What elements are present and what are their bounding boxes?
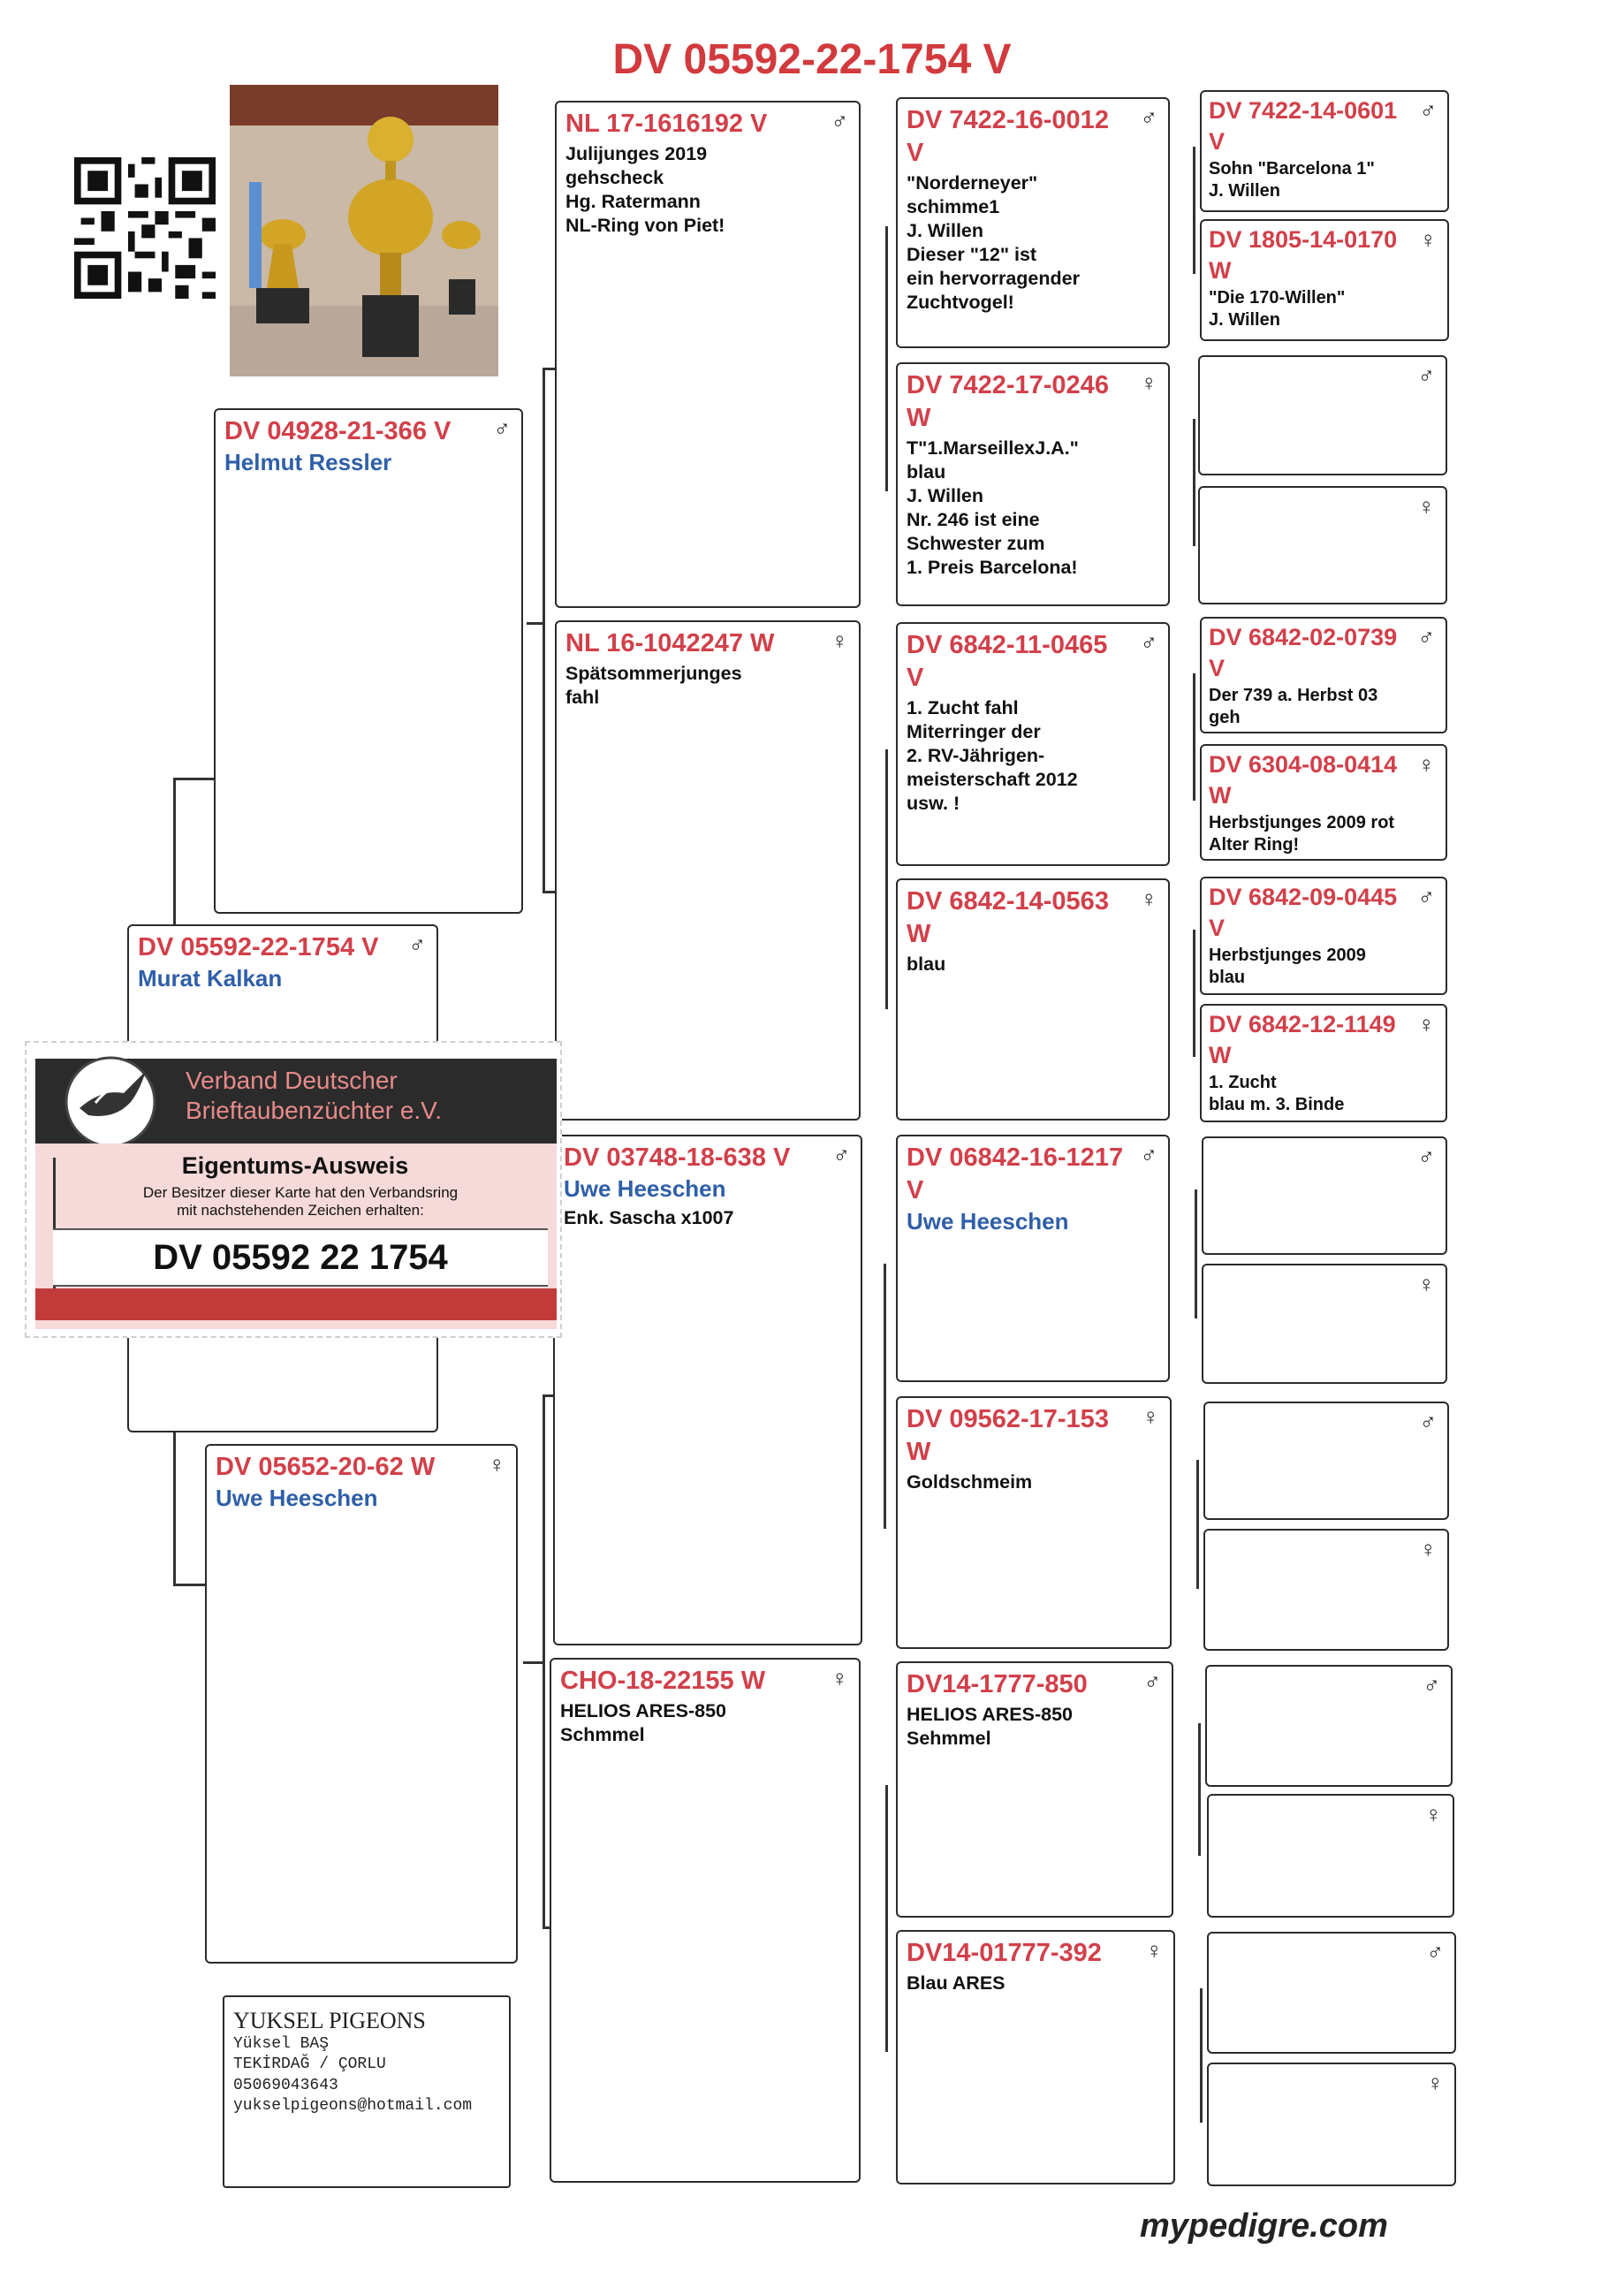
ring-number: NL 16-1042247 W (565, 629, 775, 657)
male-icon: ♂ (1423, 1672, 1440, 1698)
card-org-line1: Verband Deutscher (186, 1067, 398, 1094)
gg-grandparent-box[interactable] (1200, 219, 1449, 341)
ring-number: DV 7422-16-0012 V (907, 106, 1109, 168)
card-organization (186, 1066, 442, 1125)
male-icon: ♂ (1140, 104, 1157, 131)
ring-number: DV14-1777-850 (907, 1670, 1088, 1698)
ring-number: DV 6842-11-0465 V (907, 631, 1108, 693)
ring-number: DV 6842-14-0563 W (907, 887, 1109, 949)
gg-grandparent-box[interactable] (1207, 2063, 1456, 2186)
description: Sohn "Barcelona 1" J. Willen (1209, 159, 1375, 201)
breeder-city: TEKİRDAĞ / ÇORLU (233, 2055, 386, 2074)
male-icon: ♂ (1419, 97, 1437, 124)
breeder-person: Yüksel BAŞ (233, 2035, 330, 2053)
female-icon: ♀ (1142, 1403, 1159, 1430)
card-sub2: mit nachstehenden Zeichen erhalten: (177, 1201, 424, 1219)
ring-number: DV 6304-08-0414 W (1209, 751, 1398, 809)
grandparent-box[interactable] (550, 1658, 861, 2183)
gg-grandparent-box[interactable] (1202, 1136, 1447, 1255)
description: HELIOS ARES-850 Schmmel (560, 1700, 726, 1745)
description: Enk. Sascha x1007 (564, 1206, 734, 1228)
male-icon: ♂ (1419, 1409, 1437, 1435)
gg-grandparent-box[interactable] (1203, 1529, 1449, 1651)
subject-owner: Murat Kalkan (138, 965, 283, 992)
breeder-name: YUKSEL PIGEONS (233, 2008, 426, 2033)
ring-number: DV 6842-02-0739 V (1209, 624, 1398, 681)
great-grandparent-box[interactable] (896, 1396, 1172, 1649)
female-icon: ♀ (831, 1665, 848, 1691)
card-sub1: Der Besitzer dieser Karte hat den Verbandsring (142, 1184, 459, 1201)
sire-box[interactable] (214, 408, 523, 914)
gg-grandparent-box[interactable] (1198, 486, 1447, 604)
ring-number: DV 6842-09-0445 V (1209, 884, 1398, 941)
gg-grandparent-box[interactable] (1198, 355, 1447, 475)
male-icon: ♂ (1143, 1668, 1161, 1695)
page-title: DV 05592-22-1754 V (612, 36, 1012, 83)
male-icon: ♂ (1140, 1142, 1157, 1168)
great-grandparent-box[interactable] (896, 1135, 1170, 1382)
subject-ring: DV 05592-22-1754 V (138, 933, 379, 961)
great-grandparent-box[interactable] (896, 1930, 1175, 2184)
great-grandparent-box[interactable] (896, 1661, 1173, 1918)
description: "Norderneyer" schimme1 J. Willen Dieser "12" ist ein hervorragender Zuchtvogel! (907, 172, 1080, 313)
gg-grandparent-box[interactable] (1207, 1794, 1454, 1918)
card-org-line2: Brieftaubenzüchter e.V. (186, 1096, 443, 1124)
breeder-stamp (223, 1995, 511, 2188)
ring-number: DV 06842-16-1217 V (907, 1144, 1124, 1205)
ring-number: DV 6842-12-1149 W (1209, 1011, 1396, 1068)
owner-name: Uwe Heeschen (564, 1175, 726, 1203)
ring-number: DV 03748-18-638 V (564, 1144, 791, 1172)
great-grandparent-box[interactable] (896, 622, 1170, 866)
female-icon: ♀ (488, 1451, 505, 1478)
great-grandparent-box[interactable] (896, 362, 1170, 606)
gg-grandparent-box[interactable] (1200, 1004, 1447, 1122)
gg-grandparent-box[interactable] (1205, 1665, 1453, 1787)
qr-code-icon (74, 152, 216, 304)
grandparent-box[interactable] (555, 620, 861, 1121)
male-icon: ♂ (1426, 1939, 1444, 1965)
description: 1. Zucht fahl Miterringer der 2. RV-Jährigen- meisterschaft 2012 usw. ! (907, 697, 1078, 814)
gg-grandparent-box[interactable] (1203, 1402, 1449, 1520)
sire-owner: Helmut Ressler (224, 449, 392, 476)
male-icon: ♂ (831, 108, 848, 134)
female-icon: ♀ (1140, 369, 1157, 396)
male-icon: ♂ (1140, 629, 1157, 656)
male-icon: ♂ (832, 1142, 850, 1168)
ring-number: CHO-18-22155 W (560, 1667, 766, 1695)
site-logo[interactable]: mypedigre.com (1140, 2207, 1388, 2245)
ring-number: DV 1805-14-0170 W (1209, 226, 1398, 284)
description: Der 739 a. Herbst 03 geh (1209, 686, 1378, 728)
female-icon: ♀ (1426, 2070, 1444, 2096)
male-icon: ♂ (1417, 884, 1435, 910)
female-icon: ♀ (1140, 885, 1157, 912)
dam-box[interactable] (205, 1444, 518, 1964)
female-icon: ♀ (1419, 226, 1437, 253)
breeder-email[interactable]: yukselpigeons@hotmail.com (233, 2097, 473, 2116)
description: "Die 170-Willen" J. Willen (1209, 288, 1346, 331)
description: Herbstjunges 2009 rot Alter Ring! (1209, 813, 1395, 855)
gg-grandparent-box[interactable] (1202, 1264, 1447, 1384)
gg-grandparent-box[interactable] (1200, 744, 1447, 861)
gg-grandparent-box[interactable] (1200, 617, 1447, 733)
description: Julijunges 2019 gehscheck Hg. Ratermann NL-Ring von Piet! (565, 143, 725, 236)
female-icon: ♀ (1417, 1271, 1435, 1297)
owner-name: Uwe Heeschen (907, 1208, 1069, 1235)
gg-grandparent-box[interactable] (1207, 1932, 1456, 2054)
great-grandparent-box[interactable] (896, 97, 1170, 348)
card-label: Eigentums-Ausweis (181, 1152, 409, 1179)
gg-grandparent-box[interactable] (1200, 877, 1447, 995)
great-grandparent-box[interactable] (896, 878, 1170, 1121)
male-icon: ♂ (408, 931, 426, 958)
card-subtext (80, 1184, 521, 1219)
dam-owner: Uwe Heeschen (216, 1485, 378, 1512)
card-ribbon (35, 1288, 557, 1320)
female-icon: ♀ (1424, 1801, 1442, 1827)
description: 1. Zucht blau m. 3. Binde (1209, 1073, 1345, 1115)
male-icon: ♂ (1417, 362, 1435, 389)
sire-ring: DV 04928-21-366 V (224, 417, 452, 445)
description: Herbstjunges 2009 blau (1209, 946, 1366, 988)
ring-number: NL 17-1616192 V (565, 110, 768, 138)
breeder-phone: 05069043643 (233, 2076, 338, 2094)
description: Goldschmeim (907, 1471, 1033, 1493)
grandparent-box[interactable] (555, 101, 861, 608)
dam-ring: DV 05652-20-62 W (216, 1453, 436, 1481)
female-icon: ♀ (1417, 751, 1435, 778)
gg-grandparent-box[interactable] (1200, 90, 1449, 212)
description: Spätsommerjunges fahl (565, 663, 742, 708)
description: blau (907, 954, 946, 976)
description: HELIOS ARES-850 Sehmmel (907, 1704, 1073, 1749)
male-icon: ♂ (1417, 624, 1435, 650)
ring-number: DV14-01777-392 (907, 1939, 1102, 1967)
pigeon-logo-icon (62, 1053, 159, 1151)
ring-number: DV 7422-14-0601 V (1209, 97, 1398, 155)
male-icon: ♂ (493, 415, 511, 442)
grandparent-box[interactable] (553, 1135, 862, 1645)
ring-number: DV 7422-17-0246 W (907, 371, 1109, 433)
male-icon: ♂ (1417, 1144, 1435, 1170)
female-icon: ♀ (1145, 1937, 1163, 1964)
female-icon: ♀ (1419, 1536, 1437, 1562)
female-icon: ♀ (831, 627, 848, 654)
description: Blau ARES (907, 1972, 1006, 1994)
card-ring-number: DV 05592 22 1754 (53, 1228, 548, 1287)
female-icon: ♀ (1417, 1011, 1435, 1037)
trophy-photo (230, 85, 498, 376)
ring-number: DV 09562-17-153 W (907, 1405, 1109, 1467)
female-icon: ♀ (1417, 493, 1435, 520)
ownership-card (25, 1041, 562, 1338)
description: T"1.MarseilleхJ.A." blau J. Willen Nr. 246 ist eine Schwester zum 1. Preis Barcelona! (907, 437, 1079, 578)
